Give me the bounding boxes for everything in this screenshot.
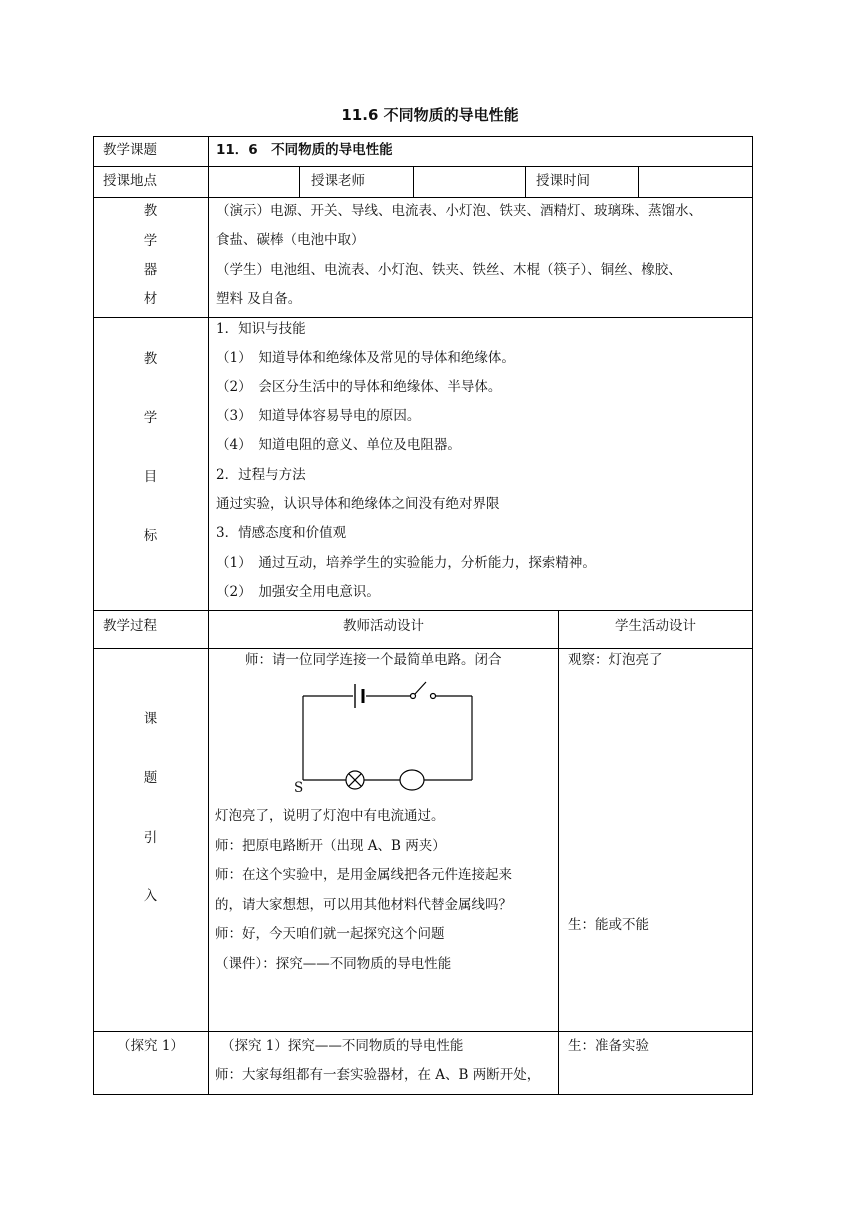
intro-label-char: 入 — [143, 888, 158, 904]
location-label: 授课地点 — [103, 173, 157, 189]
intro-teacher-line: 师：把原电路断开（出现 A、B 两夹） — [215, 838, 446, 854]
goal-line: 2．过程与方法 — [216, 467, 306, 483]
goal-line: （2） 加强安全用电意识。 — [216, 584, 380, 600]
time-label: 授课时间 — [536, 173, 590, 189]
teacher-label: 授课老师 — [311, 173, 365, 189]
goal-line: 3．情感态度和价值观 — [216, 525, 347, 541]
topic-value: 11．6 不同物质的导电性能 — [216, 142, 393, 158]
intro-teacher-first: 师：请一位同学连接一个最简单电路。闭合 — [245, 652, 502, 668]
process-label: 教学过程 — [103, 618, 157, 634]
intro-label-char: 引 — [143, 830, 158, 846]
teacher-activity-header: 教师活动设计 — [343, 618, 424, 634]
intro-teacher-line: 灯泡亮了，说明了灯泡中有电流通过。 — [215, 808, 445, 824]
topic-label: 教学课题 — [103, 142, 157, 158]
equipment-line: 塑料 及自备。 — [216, 291, 302, 307]
intro-teacher-line: （课件）：探究——不同物质的导电性能 — [215, 956, 452, 972]
lesson-plan-table — [93, 136, 753, 1094]
equipment-label-char: 材 — [143, 291, 158, 307]
goals-label-char: 学 — [143, 410, 158, 426]
goals-label-char: 教 — [143, 351, 158, 367]
goal-line: （3） 知道导体容易导电的原因。 — [216, 408, 421, 424]
equipment-label-char: 学 — [143, 233, 158, 249]
intro-student-answer: 生：能或不能 — [568, 917, 649, 933]
goals-label-char: 目 — [143, 469, 158, 485]
goal-line: 1．知识与技能 — [216, 321, 306, 337]
goal-line: （4） 知道电阻的意义、单位及电阻器。 — [216, 437, 461, 453]
equipment-line: 食盐、碳棒（电池中取） — [216, 232, 365, 248]
intro-label-char: 题 — [143, 770, 158, 786]
explore-student: 生：准备实验 — [568, 1038, 649, 1054]
intro-label-char: 课 — [143, 711, 158, 727]
equipment-line: （演示）电源、开关、导线、电流表、小灯泡、铁夹、酒精灯、玻璃珠、蒸馏水、 — [216, 203, 702, 219]
goal-line: （1） 通过互动，培养学生的实验能力，分析能力，探索精神。 — [216, 555, 596, 571]
intro-student-observe: 观察：灯泡亮了 — [568, 652, 663, 668]
circuit-diagram — [293, 676, 483, 796]
goals-label-char: 标 — [143, 528, 158, 544]
equipment-line: （学生）电池组、电流表、小灯泡、铁夹、铁丝、木棍（筷子）、铜丝、橡胶、 — [216, 262, 682, 278]
goal-line: （2） 会区分生活中的导体和绝缘体、半导体。 — [216, 379, 502, 395]
circuit-switch-label: S — [294, 780, 304, 796]
explore-teacher-line: （探究 1）探究——不同物质的导电性能 — [221, 1038, 464, 1054]
goal-line: 通过实验，认识导体和绝缘体之间没有绝对界限 — [216, 496, 500, 512]
page-title: 11.6 不同物质的导电性能 — [341, 106, 519, 124]
intro-teacher-line: 的，请大家想想，可以用其他材料代替金属线吗？ — [215, 897, 512, 913]
intro-teacher-line: 师：好，今天咱们就一起探究这个问题 — [215, 926, 445, 942]
intro-teacher-line: 师：在这个实验中，是用金属线把各元件连接起来 — [215, 867, 512, 883]
student-activity-header: 学生活动设计 — [615, 618, 696, 634]
equipment-label-char: 教 — [143, 203, 158, 219]
explore-label: （探究 1） — [117, 1038, 184, 1054]
equipment-label-char: 器 — [143, 262, 158, 278]
goal-line: （1） 知道导体和绝缘体及常见的导体和绝缘体。 — [216, 350, 515, 366]
explore-teacher-line: 师：大家每组都有一套实验器材，在 A、B 两断开处， — [215, 1067, 541, 1083]
